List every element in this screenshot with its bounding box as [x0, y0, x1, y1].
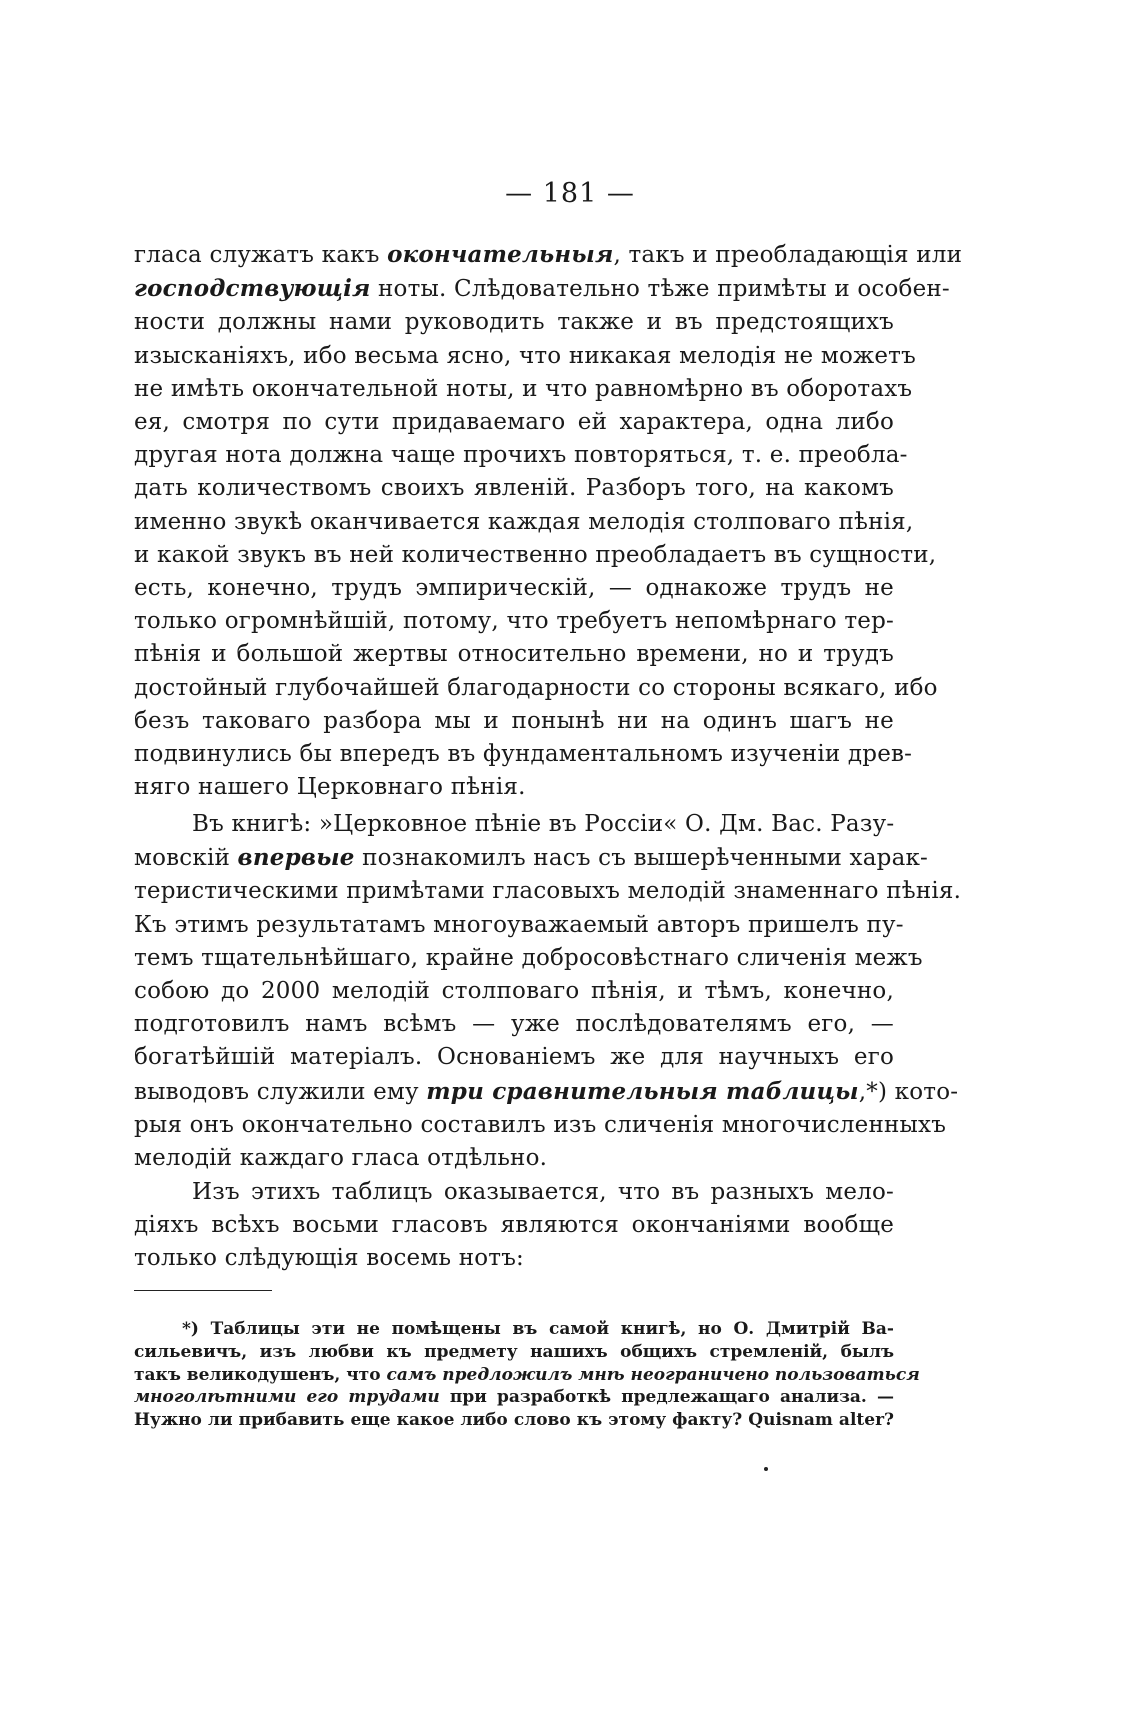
footnote-line [134, 1341, 894, 1364]
text-run: достойный глубочайшей благодарности со стороны всякаго, ибо [134, 674, 938, 701]
text-run: Изъ этихъ таблицъ оказывается, что въ разныхъ мело- [192, 1179, 894, 1205]
paragraph3-line [134, 1176, 894, 1209]
text-run: и какой звукъ въ ней количественно преобладаетъ въ сущности, [134, 541, 937, 568]
paragraph1-line [134, 472, 894, 505]
text-run: подвинулись бы впередъ въ фундаментальномъ изученіи древ- [134, 741, 913, 768]
text-run: именно звукѣ оканчивается каждая мелодія столповаго пѣнія, [134, 508, 914, 535]
text-run: такъ великодушенъ, что [134, 1364, 387, 1385]
footnote-line [134, 1318, 894, 1341]
paragraph1-line [134, 705, 894, 738]
paragraph2-line [134, 975, 894, 1008]
text-run: дать количествомъ своихъ явленій. Разборъ того, на какомъ [134, 475, 894, 502]
footnote-line [134, 1386, 894, 1409]
text-run: *) Таблицы эти не помѣщены въ самой книгѣ, но О. Дмитрій Ва- [182, 1319, 894, 1339]
text-run: только огромнѣйшій, потому, что требуетъ непомѣрнаго тер- [134, 608, 894, 635]
paragraph1-line [134, 439, 908, 472]
text-run: выводовъ служили ему [134, 1078, 427, 1105]
text-run: діяхъ всѣхъ восьми гласовъ являются окончаніями вообще [134, 1212, 894, 1239]
text-run: не имѣть окончательной ноты, и что равномѣрно въ оборотахъ [134, 375, 913, 402]
italic-text: многолѣтними его трудами [134, 1387, 440, 1408]
paragraph1-line [134, 572, 894, 605]
paragraph1-line [134, 272, 950, 306]
paragraph2-line [134, 909, 904, 942]
text-run: теристическими примѣтами гласовыхъ мелодій знаменнаго пѣнія. [134, 878, 962, 905]
text-run: Къ этимъ результатамъ многоуважаемый авторъ пришелъ пу- [134, 911, 904, 938]
italic-text: окончательныя [387, 241, 614, 268]
italic-text: господствующія [134, 275, 371, 303]
footnote-line [134, 1364, 920, 1387]
paragraph1-line [134, 539, 937, 572]
paragraph3-line [134, 1209, 894, 1242]
text-run: только слѣдующія восемь нотъ: [134, 1245, 524, 1272]
paragraph1-line [134, 771, 894, 804]
text-run: собою до 2000 мелодій столповаго пѣнія, и тѣмъ, конечно, [134, 978, 894, 1005]
paragraph1-line [134, 605, 894, 638]
paragraph2-line [134, 942, 923, 975]
paragraph2-line [134, 875, 962, 908]
text-run: познакомилъ насъ съ вышерѣченными харак- [354, 845, 929, 872]
paragraph1-line [134, 506, 914, 539]
text-run: пѣнія и большой жертвы относительно времени, но и трудъ [134, 641, 894, 668]
text-run: , такъ и преобладающія или [613, 242, 963, 268]
text-run: ,*) кото- [858, 1078, 959, 1105]
text-run: няго нашего Церковнаго пѣнія. [134, 774, 526, 801]
text-run: ности должны нами руководить также и въ предстоящихъ [134, 309, 894, 336]
text-run: при разработкѣ предлежащаго анализа. — [439, 1387, 894, 1408]
text-run: другая нота должна чаще прочихъ повторяться, т. е. преобла- [134, 442, 908, 469]
italic-text: самъ предложилъ мнѣ неограничено пользоваться [386, 1364, 920, 1385]
text-run: изысканіяхъ, ибо весьма ясно, что никакая мелодія не можетъ [134, 342, 916, 369]
italic-text: три сравнительныя таблицы [426, 1077, 859, 1105]
paragraph3-line [134, 1242, 894, 1275]
text-run: темъ тщательнѣйшаго, крайне добросовѣстнаго сличенія межъ [134, 944, 923, 971]
paragraph2-line [134, 1142, 894, 1175]
footnote-line [134, 1409, 894, 1432]
text-run: мелодій каждаго гласа отдѣльно. [134, 1145, 548, 1172]
paragraph1-line [134, 373, 913, 406]
paragraph1-line [134, 238, 963, 272]
paragraph2-line [134, 1075, 959, 1109]
paragraph2-line [134, 808, 894, 841]
footnote-separator [134, 1290, 272, 1291]
paragraph1-line [134, 340, 916, 373]
paragraph1-line [134, 672, 938, 705]
paragraph-1 [134, 238, 963, 804]
text-run: ноты. Слѣдовательно тѣже примѣты и особен- [370, 276, 950, 303]
paragraph2-line [134, 1109, 947, 1142]
text-run: безъ таковаго разбора мы и понынѣ ни на одинъ шагъ не [134, 707, 894, 734]
paragraph1-line [134, 738, 913, 771]
footnote [134, 1318, 920, 1432]
text-run: подготовилъ намъ всѣмъ — уже послѣдователямъ его, — [134, 1011, 894, 1038]
paragraph1-line [134, 406, 894, 439]
paragraph2-line [134, 841, 929, 875]
paragraph2-line [134, 1041, 894, 1074]
paragraph-3 [134, 1176, 894, 1276]
text-run: мовскій [134, 845, 238, 872]
paragraph1-line [134, 306, 894, 339]
text-run: ея, смотря по сути придаваемаго ей характера, одна либо [134, 409, 894, 436]
paragraph-2 [134, 808, 962, 1175]
paragraph2-line [134, 1008, 894, 1041]
text-run: рыя онъ окончательно составилъ изъ сличенія многочисленныхъ [134, 1111, 947, 1138]
print-speck [764, 1467, 768, 1471]
paragraph1-line [134, 638, 894, 671]
text-run: гласа служатъ какъ [134, 242, 388, 268]
text-run: богатѣйшій матеріалъ. Основаніемъ же для научныхъ его [134, 1044, 894, 1071]
text-run: сильевичъ, изъ любви къ предмету нашихъ общихъ стремленій, былъ [134, 1341, 894, 1362]
text-run: есть, конечно, трудъ эмпирическій, — однакоже трудъ не [134, 575, 894, 602]
text-run: Въ книгѣ: »Церковное пѣніе въ Россіи« О. Дм. Вас. Разу- [192, 811, 895, 837]
page-number: — 181 — [505, 178, 635, 209]
italic-text: впервые [237, 844, 355, 872]
text-run: Нужно ли прибавить еще какое либо слово къ этому факту? Quisnam alter? [134, 1410, 894, 1431]
